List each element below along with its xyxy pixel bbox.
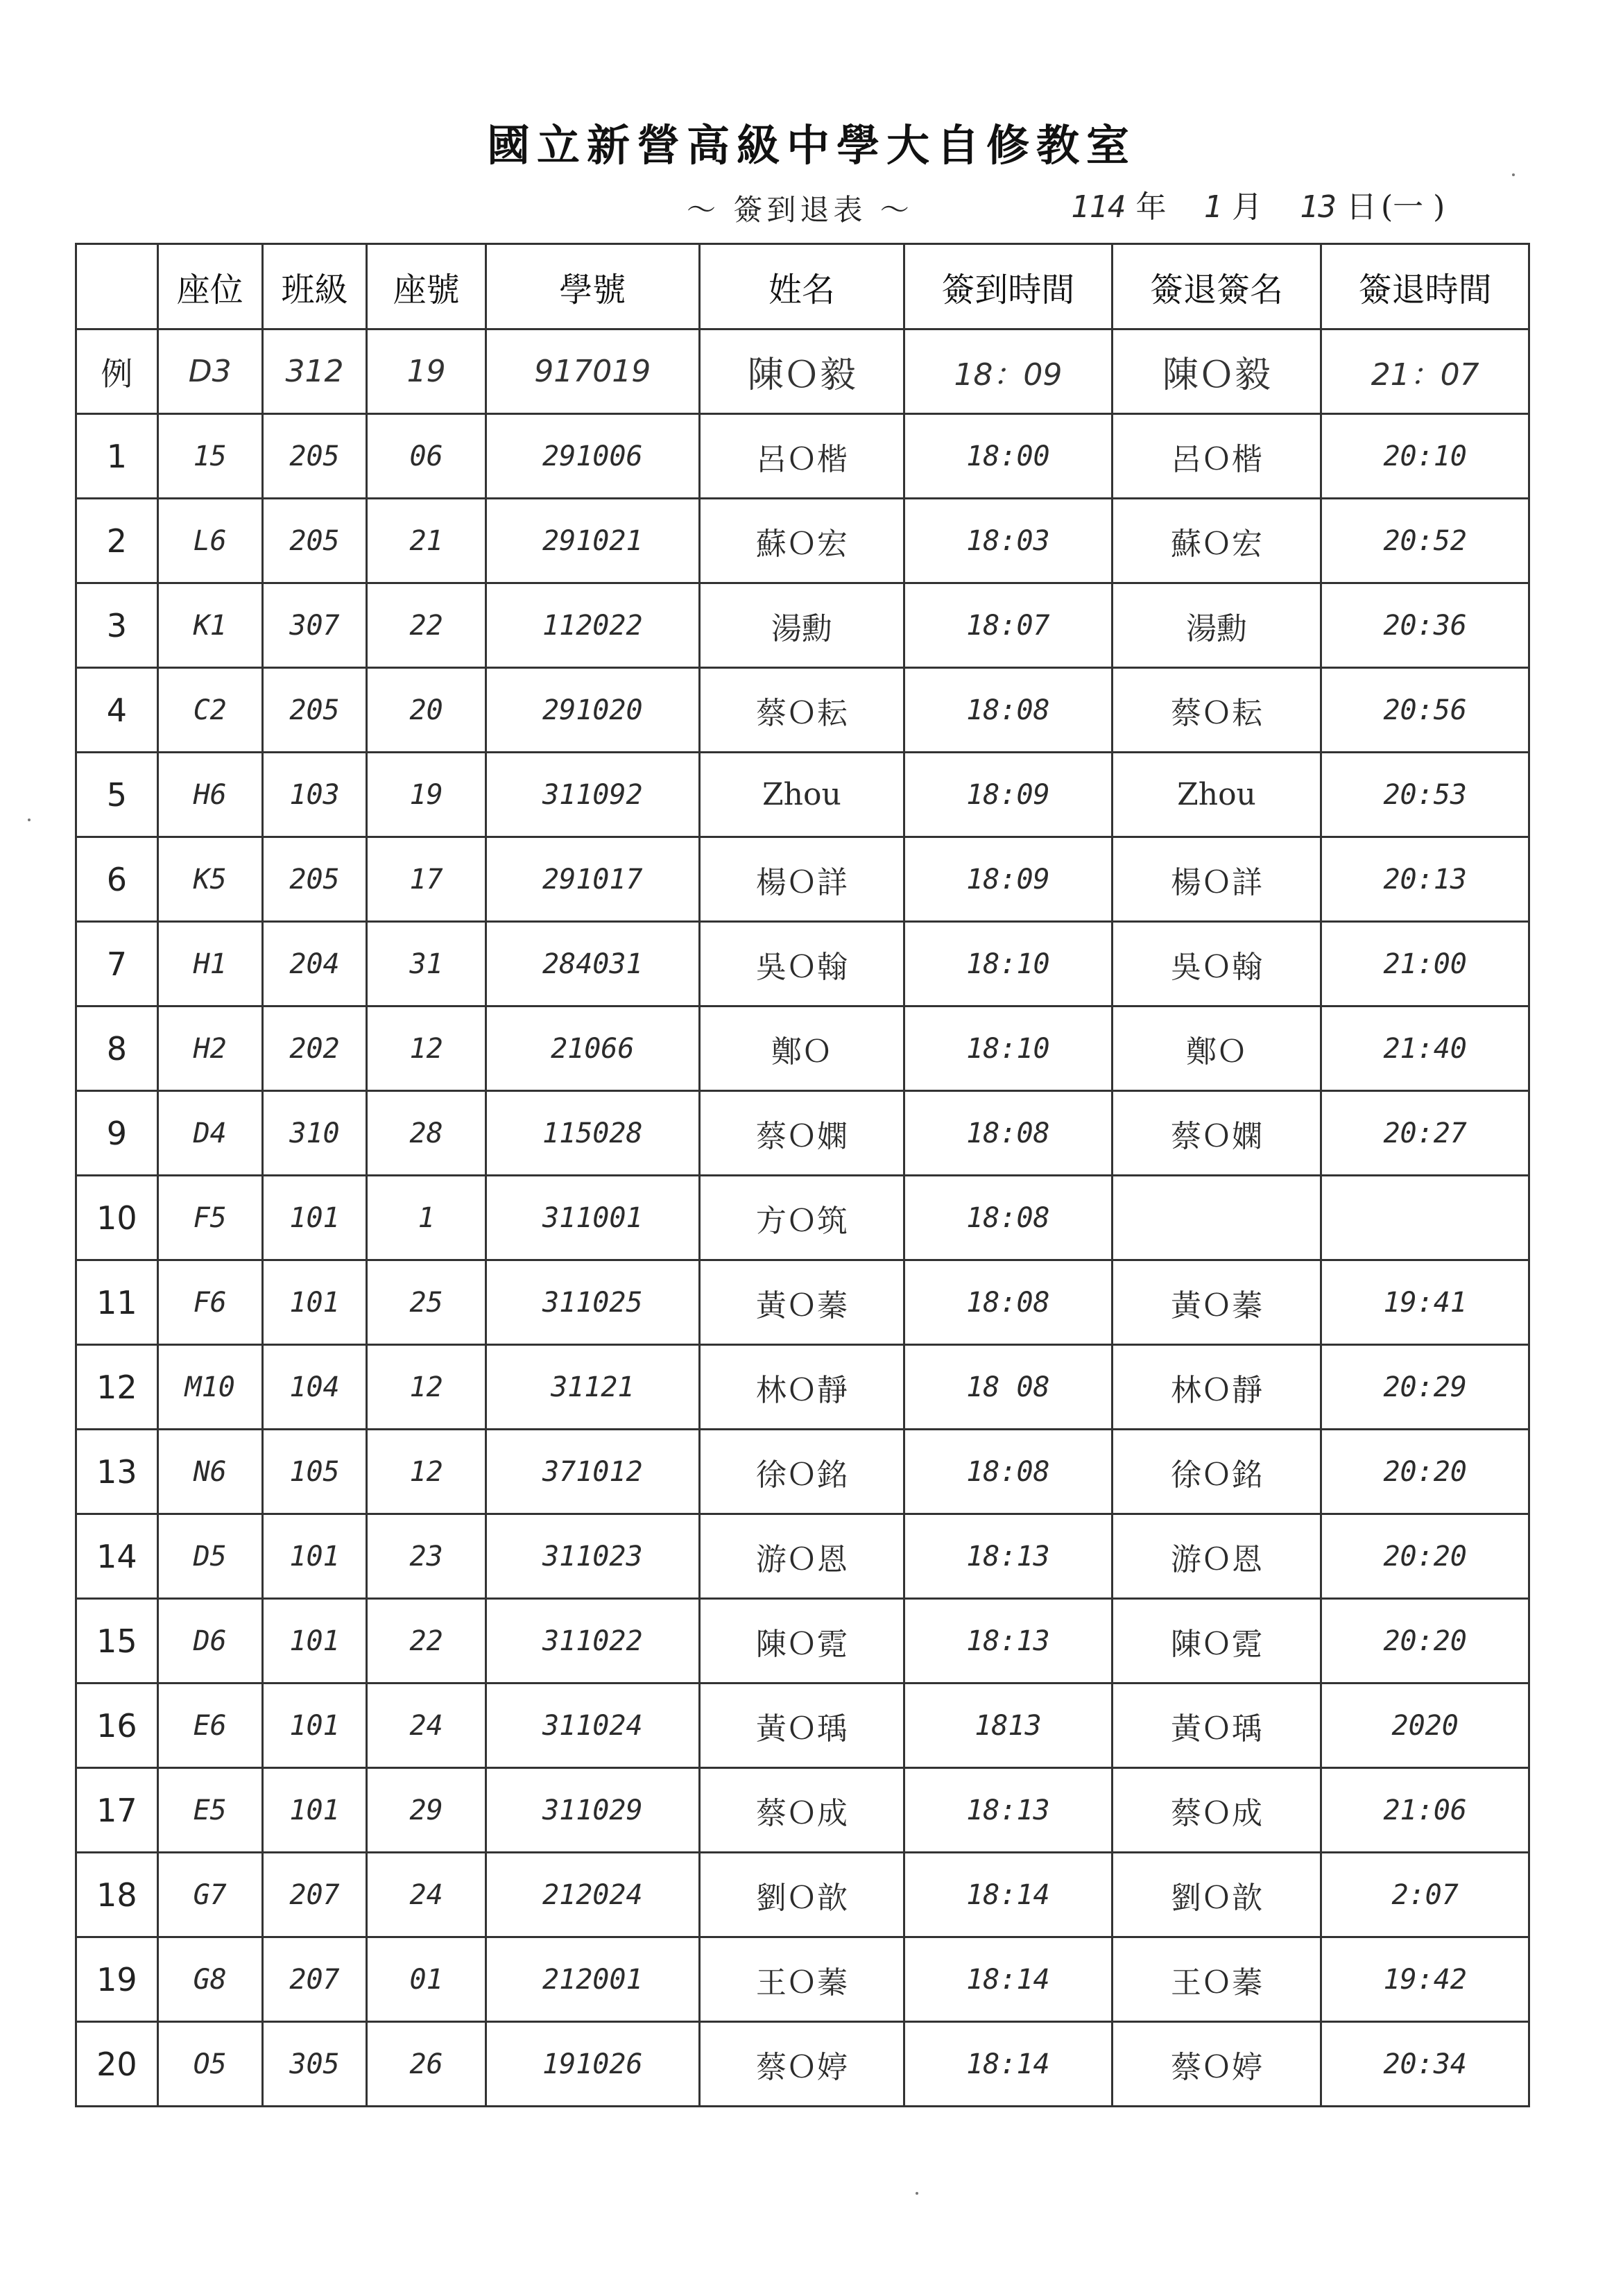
table-row	[76, 1684, 1529, 1768]
checkout-signature-cell: 黃Ｏ瑀	[1112, 1684, 1321, 1768]
table-row	[76, 922, 1529, 1006]
seat-number-cell: 12	[367, 1006, 486, 1091]
student-id-cell: 191026	[486, 2022, 699, 2107]
checkout-signature-cell: 蔡Ｏ成	[1112, 1768, 1321, 1853]
name-cell: 方Ｏ筑	[699, 1176, 904, 1260]
table-row	[76, 1006, 1529, 1091]
seat-cell: G7	[157, 1853, 262, 1937]
table-row	[76, 2022, 1529, 2107]
name-cell: 蔡Ｏ成	[699, 1768, 904, 1853]
student-id-cell: 21066	[486, 1006, 699, 1091]
table-row	[76, 753, 1529, 837]
checkout-signature-cell: 楊Ｏ詳	[1112, 837, 1321, 922]
checkin-time-cell: 18 08	[904, 1345, 1113, 1430]
class-cell: 101	[262, 1599, 367, 1684]
checkout-signature-cell: 劉Ｏ歆	[1112, 1853, 1321, 1937]
checkout-signature-cell: 游Ｏ恩	[1112, 1514, 1321, 1599]
table-row	[76, 583, 1529, 668]
seat-number-cell: 12	[367, 1345, 486, 1430]
name-cell: 湯勳	[699, 583, 904, 668]
checkout-time-cell: 20:52	[1321, 499, 1529, 583]
checkout-time-cell: 20:27	[1321, 1091, 1529, 1176]
row-number: 10	[76, 1176, 158, 1260]
example-label: 例	[76, 329, 158, 414]
example-checkout-sign: 陳Ｏ毅	[1112, 329, 1321, 414]
student-id-cell: 311092	[486, 753, 699, 837]
row-number: 19	[76, 1937, 158, 2022]
column-header: 簽退時間	[1321, 244, 1529, 329]
checkout-signature-cell: 蔡Ｏ婷	[1112, 2022, 1321, 2107]
form-subtitle: ～ 簽到退表 ～	[687, 193, 913, 227]
class-cell: 103	[262, 753, 367, 837]
example-student-id: 917019	[486, 329, 699, 414]
student-id-cell: 291006	[486, 414, 699, 499]
seat-number-cell: 21	[367, 499, 486, 583]
seat-number-cell: 17	[367, 837, 486, 922]
column-header: 簽退簽名	[1112, 244, 1321, 329]
date-weekday: (一 )	[1380, 189, 1445, 225]
class-cell: 305	[262, 2022, 367, 2107]
row-number: 1	[76, 414, 158, 499]
checkout-signature-cell: 吳Ｏ翰	[1112, 922, 1321, 1006]
checkin-time-cell: 18:09	[904, 837, 1113, 922]
checkin-time-cell: 18:08	[904, 668, 1113, 753]
class-cell: 204	[262, 922, 367, 1006]
checkout-time-cell: 20:34	[1321, 2022, 1529, 2107]
table-row	[76, 837, 1529, 922]
seat-cell: F5	[157, 1176, 262, 1260]
name-cell: Zhou	[699, 753, 904, 837]
row-number: 6	[76, 837, 158, 922]
row-number: 20	[76, 2022, 158, 2107]
table-row	[76, 1430, 1529, 1514]
checkout-time-cell: 19:42	[1321, 1937, 1529, 2022]
header-index	[76, 244, 158, 329]
row-number: 4	[76, 668, 158, 753]
student-id-cell: 311022	[486, 1599, 699, 1684]
name-cell: 吳Ｏ翰	[699, 922, 904, 1006]
class-cell: 310	[262, 1091, 367, 1176]
student-id-cell: 31121	[486, 1345, 699, 1430]
date-day: 13	[1299, 189, 1337, 225]
row-number: 18	[76, 1853, 158, 1937]
table-row	[76, 414, 1529, 499]
seat-number-cell: 1	[367, 1176, 486, 1260]
row-number: 12	[76, 1345, 158, 1430]
table-row	[76, 499, 1529, 583]
table-row	[76, 1599, 1529, 1684]
row-number: 3	[76, 583, 158, 668]
checkin-time-cell: 18:14	[904, 1853, 1113, 1937]
seat-cell: M10	[157, 1345, 262, 1430]
scan-speck	[916, 2192, 918, 2195]
checkout-signature-cell: 蘇Ｏ宏	[1112, 499, 1321, 583]
seat-cell: E6	[157, 1684, 262, 1768]
checkout-time-cell: 21:06	[1321, 1768, 1529, 1853]
class-cell: 202	[262, 1006, 367, 1091]
checkin-time-cell: 18:08	[904, 1176, 1113, 1260]
name-cell: 蔡Ｏ嫻	[699, 1091, 904, 1176]
checkout-signature-cell: 陳Ｏ霓	[1112, 1599, 1321, 1684]
checkin-time-cell: 18:07	[904, 583, 1113, 668]
seat-number-cell: 22	[367, 1599, 486, 1684]
seat-number-cell: 25	[367, 1260, 486, 1345]
student-id-cell: 212024	[486, 1853, 699, 1937]
checkin-time-cell: 1813	[904, 1684, 1113, 1768]
date-year: 114	[1071, 189, 1126, 225]
name-cell: 劉Ｏ歆	[699, 1853, 904, 1937]
checkin-time-cell: 18:08	[904, 1091, 1113, 1176]
checkin-time-cell: 18:13	[904, 1768, 1113, 1853]
checkout-time-cell: 2020	[1321, 1684, 1529, 1768]
checkin-time-cell: 18:08	[904, 1430, 1113, 1514]
checkout-time-cell: 21:00	[1321, 922, 1529, 1006]
checkin-time-cell: 18:10	[904, 1006, 1113, 1091]
checkout-signature-cell	[1112, 1176, 1321, 1260]
header-row	[76, 244, 1529, 329]
checkout-signature-cell: 黃Ｏ蓁	[1112, 1260, 1321, 1345]
seat-number-cell: 29	[367, 1768, 486, 1853]
table-row	[76, 1937, 1529, 2022]
checkin-time-cell: 18:13	[904, 1599, 1113, 1684]
checkout-time-cell: 20:20	[1321, 1514, 1529, 1599]
seat-number-cell: 23	[367, 1514, 486, 1599]
example-class: 312	[262, 329, 367, 414]
row-number: 14	[76, 1514, 158, 1599]
date-year-unit: 年	[1135, 189, 1167, 225]
table-row	[76, 1176, 1529, 1260]
seat-number-cell: 01	[367, 1937, 486, 2022]
checkout-time-cell: 2:07	[1321, 1853, 1529, 1937]
student-id-cell: 311025	[486, 1260, 699, 1345]
checkin-time-cell: 18:03	[904, 499, 1113, 583]
table-row	[76, 1260, 1529, 1345]
seat-cell: H6	[157, 753, 262, 837]
name-cell: 蔡Ｏ婷	[699, 2022, 904, 2107]
class-cell: 101	[262, 1514, 367, 1599]
seat-number-cell: 24	[367, 1853, 486, 1937]
seat-number-cell: 06	[367, 414, 486, 499]
column-header: 座號	[367, 244, 486, 329]
seat-number-cell: 20	[367, 668, 486, 753]
seat-cell: F6	[157, 1260, 262, 1345]
row-number: 13	[76, 1430, 158, 1514]
student-id-cell: 311001	[486, 1176, 699, 1260]
row-number: 8	[76, 1006, 158, 1091]
seat-cell: H2	[157, 1006, 262, 1091]
name-cell: 蘇Ｏ宏	[699, 499, 904, 583]
class-cell: 101	[262, 1684, 367, 1768]
seat-cell: H1	[157, 922, 262, 1006]
seat-cell: G8	[157, 1937, 262, 2022]
student-id-cell: 311023	[486, 1514, 699, 1599]
name-cell: 王Ｏ蓁	[699, 1937, 904, 2022]
class-cell: 101	[262, 1176, 367, 1260]
column-header: 姓名	[699, 244, 904, 329]
column-header: 班級	[262, 244, 367, 329]
example-checkin: 18：09	[904, 329, 1113, 414]
class-cell: 307	[262, 583, 367, 668]
checkout-time-cell: 20:29	[1321, 1345, 1529, 1430]
checkout-time-cell: 20:20	[1321, 1599, 1529, 1684]
table-row	[76, 1514, 1529, 1599]
student-id-cell: 371012	[486, 1430, 699, 1514]
row-number: 7	[76, 922, 158, 1006]
student-id-cell: 291017	[486, 837, 699, 922]
name-cell: 蔡Ｏ耘	[699, 668, 904, 753]
class-cell: 205	[262, 414, 367, 499]
checkout-signature-cell: 鄭Ｏ	[1112, 1006, 1321, 1091]
column-header: 學號	[486, 244, 699, 329]
checkin-time-cell: 18:09	[904, 753, 1113, 837]
checkout-time-cell: 21:40	[1321, 1006, 1529, 1091]
checkout-signature-cell: 呂Ｏ楷	[1112, 414, 1321, 499]
checkout-time-cell	[1321, 1176, 1529, 1260]
checkout-time-cell: 20:20	[1321, 1430, 1529, 1514]
class-cell: 101	[262, 1260, 367, 1345]
seat-number-cell: 28	[367, 1091, 486, 1176]
checkout-signature-cell: 林Ｏ靜	[1112, 1345, 1321, 1430]
row-number: 15	[76, 1599, 158, 1684]
name-cell: 陳Ｏ霓	[699, 1599, 904, 1684]
seat-cell: O5	[157, 2022, 262, 2107]
seat-number-cell: 12	[367, 1430, 486, 1514]
class-cell: 104	[262, 1345, 367, 1430]
checkout-signature-cell: 徐Ｏ銘	[1112, 1430, 1321, 1514]
checkout-time-cell: 20:56	[1321, 668, 1529, 753]
date-line	[1061, 182, 1445, 226]
date-month-unit: 月	[1231, 189, 1262, 225]
example-name: 陳Ｏ毅	[699, 329, 904, 414]
class-cell: 207	[262, 1853, 367, 1937]
table-body	[76, 329, 1529, 2107]
seat-number-cell: 22	[367, 583, 486, 668]
name-cell: 游Ｏ恩	[699, 1514, 904, 1599]
date-month: 1	[1203, 189, 1222, 225]
checkout-signature-cell: 湯勳	[1112, 583, 1321, 668]
checkout-time-cell: 20:13	[1321, 837, 1529, 922]
student-id-cell: 311029	[486, 1768, 699, 1853]
name-cell: 黃Ｏ蓁	[699, 1260, 904, 1345]
name-cell: 呂Ｏ楷	[699, 414, 904, 499]
checkin-time-cell: 18:14	[904, 1937, 1113, 2022]
class-cell: 205	[262, 837, 367, 922]
student-id-cell: 115028	[486, 1091, 699, 1176]
seat-cell: 15	[157, 414, 262, 499]
scan-speck	[1512, 173, 1515, 176]
name-cell: 鄭Ｏ	[699, 1006, 904, 1091]
seat-cell: N6	[157, 1430, 262, 1514]
seat-number-cell: 26	[367, 2022, 486, 2107]
student-id-cell: 311024	[486, 1684, 699, 1768]
student-id-cell: 112022	[486, 583, 699, 668]
seat-cell: E5	[157, 1768, 262, 1853]
checkin-time-cell: 18:08	[904, 1260, 1113, 1345]
seat-cell: K5	[157, 837, 262, 922]
checkout-signature-cell: 蔡Ｏ嫻	[1112, 1091, 1321, 1176]
class-cell: 105	[262, 1430, 367, 1514]
page-title: 國立新營高級中學大自修教室	[486, 120, 1136, 171]
table-row	[76, 668, 1529, 753]
checkout-time-cell: 20:53	[1321, 753, 1529, 837]
seat-cell: L6	[157, 499, 262, 583]
example-checkout: 21：07	[1321, 329, 1529, 414]
student-id-cell: 212001	[486, 1937, 699, 2022]
row-number: 11	[76, 1260, 158, 1345]
checkin-time-cell: 18:00	[904, 414, 1113, 499]
checkout-time-cell: 20:36	[1321, 583, 1529, 668]
row-number: 17	[76, 1768, 158, 1853]
checkout-time-cell: 19:41	[1321, 1260, 1529, 1345]
example-number: 19	[367, 329, 486, 414]
signin-table	[75, 243, 1530, 2107]
student-id-cell: 284031	[486, 922, 699, 1006]
checkout-signature-cell: 蔡Ｏ耘	[1112, 668, 1321, 753]
table-row	[76, 1345, 1529, 1430]
seat-cell: D4	[157, 1091, 262, 1176]
name-cell: 楊Ｏ詳	[699, 837, 904, 922]
seat-number-cell: 19	[367, 753, 486, 837]
row-number: 5	[76, 753, 158, 837]
student-id-cell: 291021	[486, 499, 699, 583]
checkin-time-cell: 18:14	[904, 2022, 1113, 2107]
seat-number-cell: 24	[367, 1684, 486, 1768]
name-cell: 徐Ｏ銘	[699, 1430, 904, 1514]
seat-cell: D5	[157, 1514, 262, 1599]
checkout-time-cell: 20:10	[1321, 414, 1529, 499]
checkout-signature-cell: 王Ｏ蓁	[1112, 1937, 1321, 2022]
scan-speck	[28, 819, 31, 821]
class-cell: 101	[262, 1768, 367, 1853]
row-number: 9	[76, 1091, 158, 1176]
name-cell: 林Ｏ靜	[699, 1345, 904, 1430]
column-header: 簽到時間	[904, 244, 1113, 329]
seat-cell: D6	[157, 1599, 262, 1684]
row-number: 2	[76, 499, 158, 583]
seat-cell: C2	[157, 668, 262, 753]
table-row	[76, 1768, 1529, 1853]
class-cell: 205	[262, 668, 367, 753]
seat-cell: K1	[157, 583, 262, 668]
example-seat: D3	[157, 329, 262, 414]
table-row	[76, 1091, 1529, 1176]
checkout-signature-cell: Zhou	[1112, 753, 1321, 837]
seat-number-cell: 31	[367, 922, 486, 1006]
name-cell: 黃Ｏ瑀	[699, 1684, 904, 1768]
student-id-cell: 291020	[486, 668, 699, 753]
checkin-time-cell: 18:10	[904, 922, 1113, 1006]
example-row	[76, 329, 1529, 414]
row-number: 16	[76, 1684, 158, 1768]
class-cell: 207	[262, 1937, 367, 2022]
table-row	[76, 1853, 1529, 1937]
column-header: 座位	[157, 244, 262, 329]
date-day-unit: 日	[1346, 189, 1377, 225]
class-cell: 205	[262, 499, 367, 583]
checkin-time-cell: 18:13	[904, 1514, 1113, 1599]
